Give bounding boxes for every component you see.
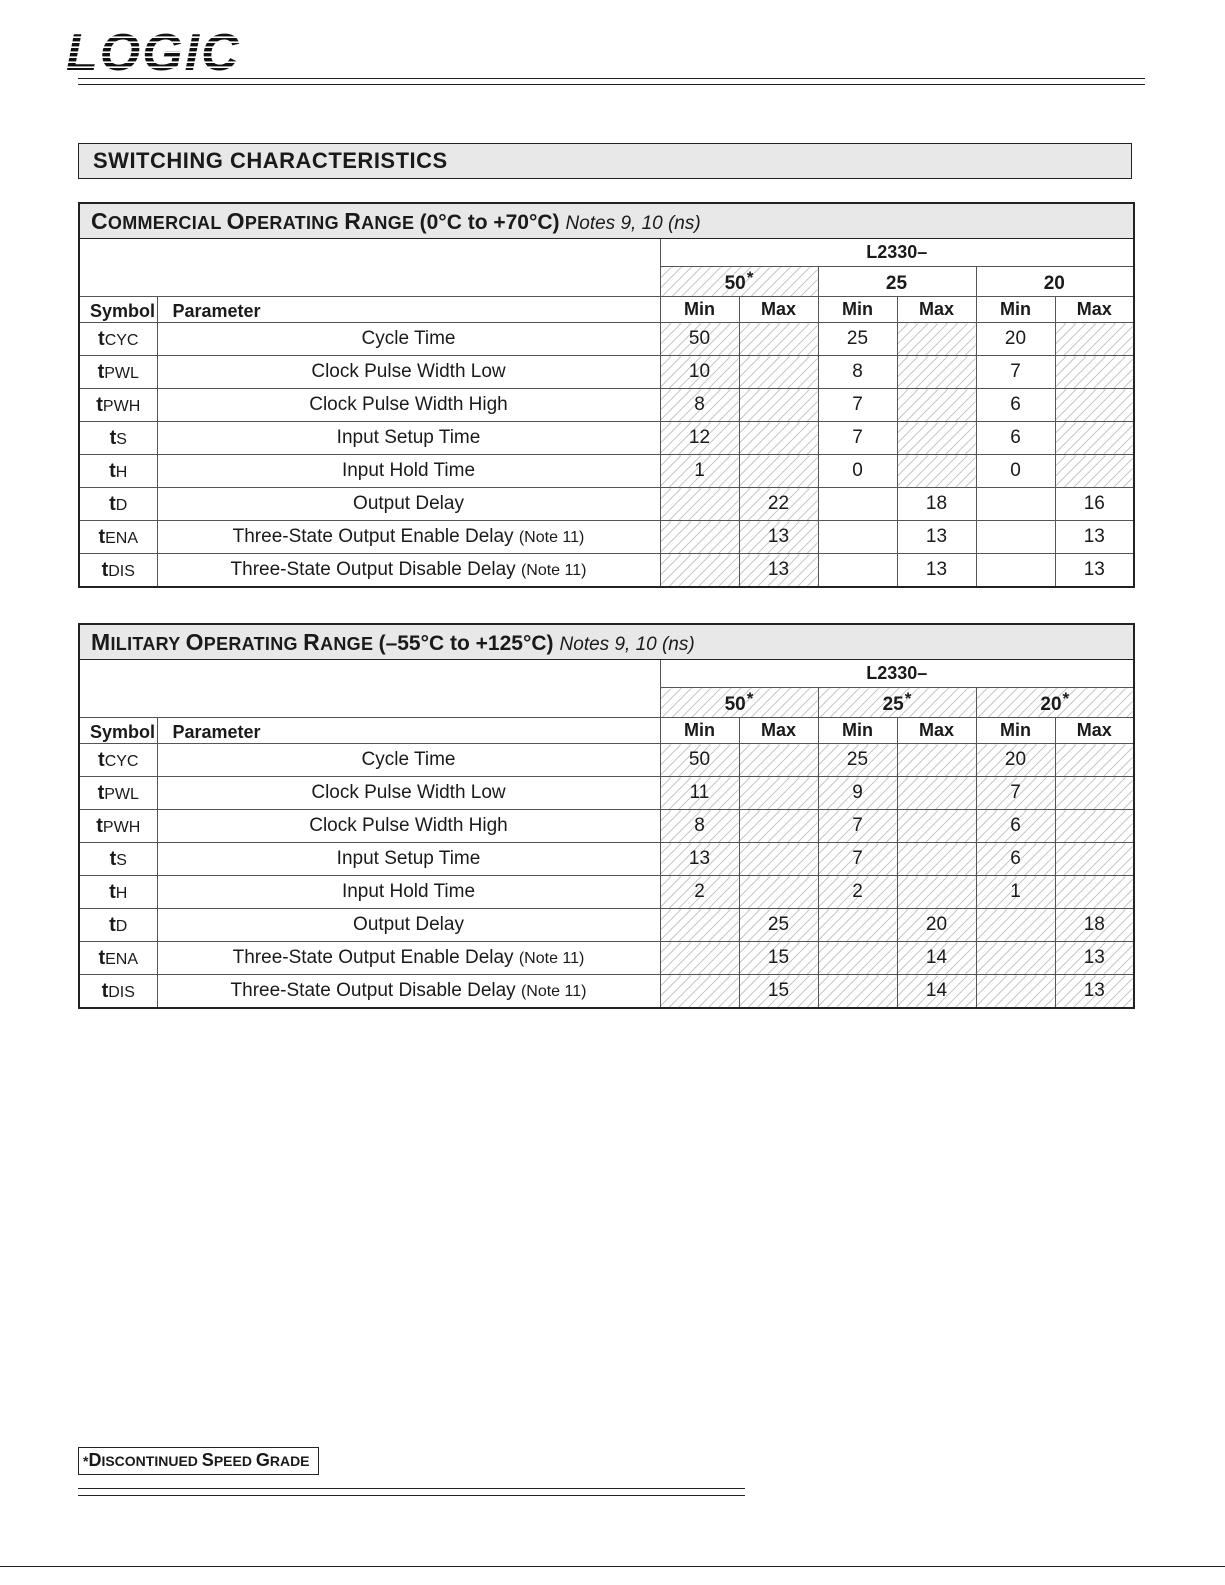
value-cell: 0	[976, 455, 1055, 488]
parameter-cell: Output Delay	[157, 909, 660, 942]
value-cell	[1055, 744, 1134, 777]
value-cell: 15	[739, 975, 818, 1009]
table-row	[79, 876, 1134, 909]
value-cell	[1055, 389, 1134, 422]
value-cell: 13	[739, 521, 818, 554]
value-cell: 6	[976, 389, 1055, 422]
value-cell	[1055, 843, 1134, 876]
min-header: Min	[660, 297, 739, 323]
footer-rule	[78, 1488, 745, 1489]
max-header: Max	[897, 297, 976, 323]
value-cell	[897, 422, 976, 455]
parameter-cell: Three-State Output Disable Delay (Note 11)	[157, 975, 660, 1009]
parameter-cell: Clock Pulse Width Low	[157, 777, 660, 810]
value-cell	[739, 843, 818, 876]
value-cell	[1055, 876, 1134, 909]
symbol-cell: tENA	[79, 521, 157, 554]
value-cell: 8	[660, 389, 739, 422]
caption-notes: Notes 9, 10 (ns)	[565, 212, 701, 234]
value-cell	[897, 389, 976, 422]
svg-text:LOGIC: LOGIC	[66, 28, 241, 78]
value-cell	[976, 521, 1055, 554]
value-cell: 10	[660, 356, 739, 389]
parameter-cell: Clock Pulse Width High	[157, 389, 660, 422]
footer-rule	[78, 1495, 745, 1496]
value-cell	[897, 455, 976, 488]
max-header: Max	[1055, 297, 1134, 323]
value-cell	[897, 843, 976, 876]
max-header: Max	[1055, 718, 1134, 744]
table-row	[79, 843, 1134, 876]
symbol-cell: tH	[79, 455, 157, 488]
range-name: COMMERCIAL OPERATING RANGE	[91, 207, 415, 234]
value-cell: 15	[739, 942, 818, 975]
table-row	[79, 521, 1134, 554]
symbol-cell: tCYC	[79, 744, 157, 777]
header-rule	[78, 84, 1145, 85]
table-row	[79, 422, 1134, 455]
table-row	[79, 356, 1134, 389]
value-cell: 7	[818, 843, 897, 876]
value-cell: 6	[976, 422, 1055, 455]
speed-grade: 25*	[818, 688, 976, 718]
value-cell: 18	[897, 488, 976, 521]
value-cell: 1	[976, 876, 1055, 909]
parameter-cell: Three-State Output Enable Delay (Note 11)	[157, 942, 660, 975]
value-cell	[1055, 810, 1134, 843]
value-cell: 13	[897, 521, 976, 554]
value-cell	[976, 975, 1055, 1009]
temperature-range: (–55°C to +125°C)	[378, 631, 554, 655]
temperature-range: (0°C to +70°C)	[419, 210, 560, 234]
value-cell	[739, 876, 818, 909]
min-header: Min	[818, 297, 897, 323]
header-rule	[78, 78, 1145, 79]
value-cell	[818, 554, 897, 588]
speed-grade: 25	[818, 267, 976, 297]
value-cell: 6	[976, 843, 1055, 876]
value-cell: 7	[818, 422, 897, 455]
value-cell	[739, 744, 818, 777]
value-cell	[818, 942, 897, 975]
max-header: Max	[739, 297, 818, 323]
value-cell: 13	[897, 554, 976, 588]
value-cell	[1055, 422, 1134, 455]
symbol-cell: tPWH	[79, 810, 157, 843]
value-cell: 20	[897, 909, 976, 942]
value-cell	[660, 554, 739, 588]
parameter-cell: Input Hold Time	[157, 455, 660, 488]
value-cell: 9	[818, 777, 897, 810]
value-cell: 20	[976, 744, 1055, 777]
symbol-cell: tD	[79, 488, 157, 521]
symbol-cell: tS	[79, 843, 157, 876]
logo	[66, 28, 266, 78]
military-switching-table	[78, 623, 1135, 1009]
parameter-cell: Cycle Time	[157, 323, 660, 356]
value-cell	[976, 909, 1055, 942]
value-cell: 13	[1055, 554, 1134, 588]
logo-mark-icon	[66, 28, 266, 78]
value-cell: 18	[1055, 909, 1134, 942]
value-cell	[1055, 455, 1134, 488]
value-cell	[739, 356, 818, 389]
value-cell	[739, 810, 818, 843]
min-header: Min	[976, 297, 1055, 323]
value-cell	[976, 942, 1055, 975]
value-cell	[1055, 356, 1134, 389]
value-cell	[1055, 777, 1134, 810]
symbol-cell: tENA	[79, 942, 157, 975]
speed-grade: 50*	[660, 267, 818, 297]
value-cell	[739, 323, 818, 356]
table-row	[79, 810, 1134, 843]
parameter-cell: Three-State Output Enable Delay (Note 11)	[157, 521, 660, 554]
value-cell: 13	[660, 843, 739, 876]
parameter-cell: Three-State Output Disable Delay (Note 11)	[157, 554, 660, 588]
speed-grade: 50*	[660, 688, 818, 718]
value-cell	[739, 422, 818, 455]
value-cell: 8	[818, 356, 897, 389]
symbol-cell: tDIS	[79, 975, 157, 1009]
value-cell: 8	[660, 810, 739, 843]
value-cell	[739, 389, 818, 422]
value-cell	[897, 323, 976, 356]
value-cell: 1	[660, 455, 739, 488]
symbol-header: Symbol	[79, 297, 157, 323]
value-cell: 0	[818, 455, 897, 488]
value-cell: 22	[739, 488, 818, 521]
value-cell	[818, 909, 897, 942]
symbol-header: Symbol	[79, 718, 157, 744]
value-cell: 13	[1055, 521, 1134, 554]
symbol-cell: tDIS	[79, 554, 157, 588]
value-cell	[976, 554, 1055, 588]
value-cell	[739, 455, 818, 488]
value-cell	[1055, 323, 1134, 356]
part-number: L2330–	[660, 239, 1134, 267]
parameter-cell: Input Setup Time	[157, 843, 660, 876]
caption-notes: Notes 9, 10 (ns)	[559, 633, 695, 655]
footnote-star: *	[83, 1453, 89, 1469]
value-cell: 25	[739, 909, 818, 942]
value-cell: 16	[1055, 488, 1134, 521]
value-cell: 11	[660, 777, 739, 810]
value-cell: 20	[976, 323, 1055, 356]
min-header: Min	[976, 718, 1055, 744]
value-cell: 7	[818, 389, 897, 422]
value-cell	[660, 488, 739, 521]
table-row	[79, 942, 1134, 975]
value-cell: 50	[660, 323, 739, 356]
table-row	[79, 554, 1134, 588]
value-cell: 2	[818, 876, 897, 909]
value-cell: 25	[818, 744, 897, 777]
parameter-cell: Clock Pulse Width Low	[157, 356, 660, 389]
table-row	[79, 488, 1134, 521]
symbol-cell: tPWL	[79, 356, 157, 389]
footnote-discontinued	[78, 1447, 319, 1475]
parameter-header: Parameter	[157, 718, 660, 744]
table-row	[79, 744, 1134, 777]
speed-grade: 20	[976, 267, 1134, 297]
speed-grade: 20*	[976, 688, 1134, 718]
value-cell: 12	[660, 422, 739, 455]
parameter-cell: Input Setup Time	[157, 422, 660, 455]
parameter-cell: Input Hold Time	[157, 876, 660, 909]
value-cell: 25	[818, 323, 897, 356]
min-header: Min	[660, 718, 739, 744]
max-header: Max	[897, 718, 976, 744]
table-row	[79, 777, 1134, 810]
value-cell: 13	[739, 554, 818, 588]
value-cell: 7	[976, 777, 1055, 810]
value-cell	[897, 810, 976, 843]
value-cell	[660, 975, 739, 1009]
value-cell	[897, 777, 976, 810]
value-cell: 14	[897, 975, 976, 1009]
part-number: L2330–	[660, 660, 1134, 688]
value-cell: 7	[976, 356, 1055, 389]
symbol-cell: tPWH	[79, 389, 157, 422]
symbol-cell: tCYC	[79, 323, 157, 356]
table-row	[79, 455, 1134, 488]
range-name: MILITARY OPERATING RANGE	[91, 628, 374, 655]
value-cell	[660, 521, 739, 554]
parameter-cell: Cycle Time	[157, 744, 660, 777]
commercial-switching-table	[78, 202, 1135, 588]
parameter-cell: Clock Pulse Width High	[157, 810, 660, 843]
value-cell	[897, 876, 976, 909]
value-cell	[818, 488, 897, 521]
value-cell: 2	[660, 876, 739, 909]
parameter-header: Parameter	[157, 297, 660, 323]
value-cell: 13	[1055, 942, 1134, 975]
value-cell	[660, 942, 739, 975]
max-header: Max	[739, 718, 818, 744]
value-cell	[976, 488, 1055, 521]
symbol-cell: tPWL	[79, 777, 157, 810]
value-cell: 14	[897, 942, 976, 975]
value-cell: 7	[818, 810, 897, 843]
table-row	[79, 909, 1134, 942]
value-cell	[897, 744, 976, 777]
table-caption	[79, 203, 1134, 239]
table-row	[79, 389, 1134, 422]
value-cell: 6	[976, 810, 1055, 843]
min-header: Min	[818, 718, 897, 744]
section-title: SWITCHING CHARACTERISTICS	[78, 143, 1132, 179]
value-cell	[897, 356, 976, 389]
table-caption	[79, 624, 1134, 660]
symbol-cell: tS	[79, 422, 157, 455]
page-bottom-rule	[0, 1566, 1225, 1567]
symbol-cell: tD	[79, 909, 157, 942]
value-cell	[660, 909, 739, 942]
table-row	[79, 975, 1134, 1009]
value-cell	[818, 975, 897, 1009]
value-cell	[818, 521, 897, 554]
parameter-cell: Output Delay	[157, 488, 660, 521]
value-cell	[739, 777, 818, 810]
value-cell: 50	[660, 744, 739, 777]
footnote-text: DISCONTINUED SPEED GRADE	[88, 1450, 310, 1470]
table-row	[79, 323, 1134, 356]
symbol-cell: tH	[79, 876, 157, 909]
value-cell: 13	[1055, 975, 1134, 1009]
